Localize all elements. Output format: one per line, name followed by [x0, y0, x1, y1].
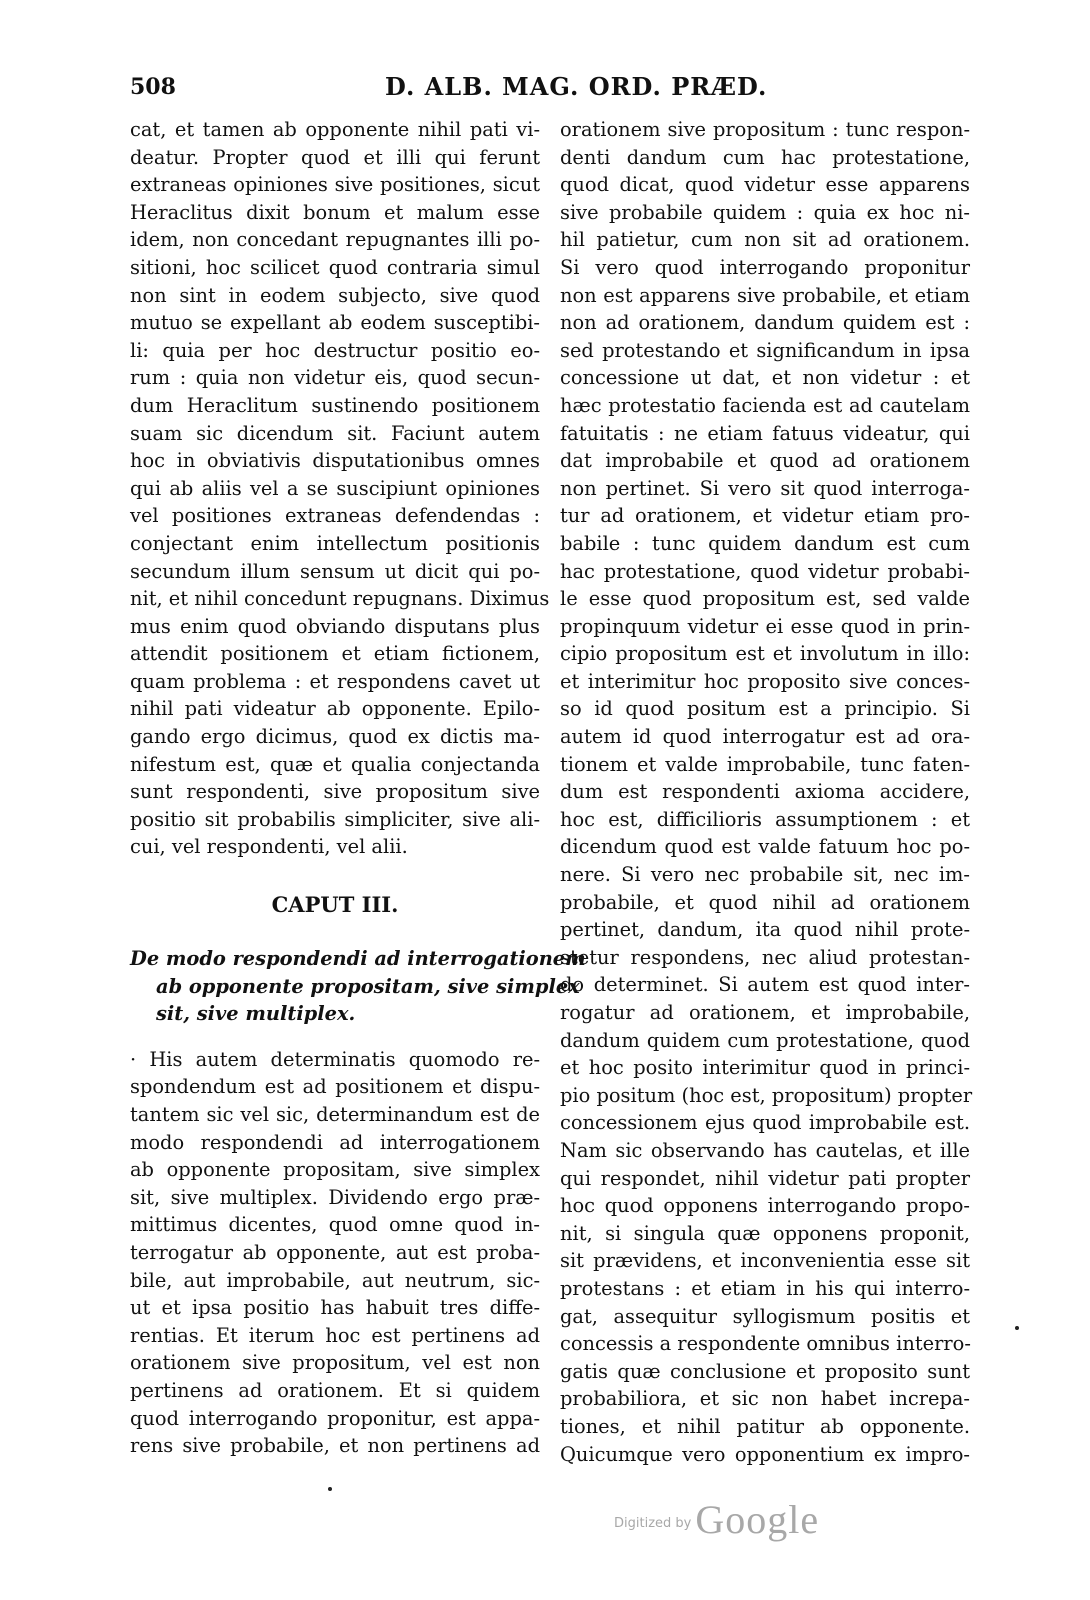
text-line: ut et ipsa positio has habuit tres diffe- — [130, 1296, 540, 1320]
page-number: 508 — [130, 74, 176, 100]
text-line: hoc est, difficilioris assumptionem : et — [560, 807, 970, 831]
text-line: attendit positionem et etiam fictionem, — [130, 642, 540, 666]
text-line: li: quia per hoc destructur positio eo- — [130, 338, 540, 362]
text-line: et interimitur hoc proposito sive conces- — [560, 669, 970, 693]
text-line: sunt respondenti, sive propositum sive — [130, 780, 540, 804]
text-line: le esse quod propositum est, sed valde — [560, 587, 970, 611]
text-line: hac protestatione, quod videtur probabi- — [560, 559, 970, 583]
speck-mark — [328, 1487, 332, 1491]
text-line: pertinet, dandum, ita quod nihil prote- — [560, 918, 970, 942]
text-line: dum est respondenti axioma accidere, — [560, 780, 970, 804]
text-line: spondendum est ad positionem et dispu- — [130, 1075, 540, 1099]
text-line: ab opponente propositam, sive simplex — [156, 974, 580, 998]
text-line: dandum quidem cum protestatione, quod — [560, 1028, 970, 1052]
text-line: modo respondendi ad interrogationem — [130, 1130, 540, 1154]
text-line: denti dandum cum hac protestatione, — [560, 145, 970, 169]
text-line: probabile, et quod nihil ad orationem — [560, 890, 970, 914]
text-line: conjectant enim intellectum positionis — [130, 531, 540, 555]
text-line: autem id quod interrogatur est ad ora- — [560, 725, 970, 749]
text-line: et hoc posito interimitur quod in princi- — [560, 1056, 970, 1080]
right-column-text — [560, 116, 973, 1468]
text-line: rum : quia non videtur eis, quod secun- — [130, 366, 540, 390]
left-column-text-bottom — [130, 1046, 540, 1460]
text-line: gatis quæ conclusione et proposito sunt — [560, 1359, 970, 1383]
text-line: terrogatur ab opponente, aut est proba- — [130, 1240, 540, 1264]
text-line: nifestum est, quæ et qualia conjectanda — [130, 752, 540, 776]
text-line: babile : tunc quidem dandum est cum — [560, 531, 970, 555]
text-line: non sint in eodem subjecto, sive quod — [130, 283, 540, 307]
text-line: quam problema : et respondens cavet ut — [130, 669, 540, 693]
text-line: deatur. Propter quod et illi qui ferunt — [130, 145, 540, 169]
text-line: qui ab aliis vel a se suscipiunt opiniones — [130, 476, 540, 500]
text-line: sit prævidens, et inconvenientia esse sit — [560, 1249, 970, 1273]
text-line: Quicumque vero opponentium ex impro- — [560, 1442, 970, 1466]
text-line: orationem sive propositum, vel est non — [130, 1351, 540, 1375]
text-line: nit, et nihil concedunt repugnans. Diximus — [130, 587, 550, 611]
text-line: do determinet. Si autem est quod inter- — [560, 973, 970, 997]
text-line: nit, si singula quæ opponens proponit, — [560, 1221, 970, 1245]
text-line: nihil pati videatur ab opponente. Epilo- — [130, 697, 540, 721]
text-line: mutuo se expellant ab eodem susceptibi- — [130, 311, 540, 335]
text-line: positio sit probabilis simpliciter, sive ali- — [130, 807, 540, 831]
text-line: mus enim quod obviando disputans plus — [130, 614, 540, 638]
text-line: suam sic dicendum sit. Faciunt autem — [130, 421, 540, 445]
text-line: pio positum (hoc est, propositum) propter — [560, 1083, 973, 1107]
text-line: rens sive probabile, et non pertinens ad — [130, 1434, 540, 1458]
running-title: D. ALB. MAG. ORD. PRÆD. — [385, 72, 768, 101]
text-line: vel positiones extraneas defendendas : — [130, 504, 540, 528]
text-line: tantem sic vel sic, determinandum est de — [130, 1103, 540, 1126]
text-line: quod interrogando proponitur, est appa- — [130, 1406, 540, 1430]
text-line: extraneas opiniones sive positiones, sicut — [130, 173, 540, 197]
right-column — [560, 116, 973, 1468]
text-line: sit, sive multiplex. — [156, 1002, 356, 1026]
digitized-by-google-watermark — [614, 1496, 819, 1543]
text-line: quod dicat, quod videtur esse apparens — [560, 173, 970, 197]
text-line: hil patietur, cum non sit ad orationem. — [560, 228, 970, 252]
text-line: Nam sic observando has cautelas, et ille — [560, 1138, 970, 1162]
text-line: hoc in obviativis disputationibus omnes — [130, 449, 540, 473]
text-line: fatuitatis : ne etiam fatuus videatur, qui — [560, 421, 970, 445]
text-line: sive probabile quidem : quia ex hoc ni- — [560, 200, 970, 224]
text-line: tionem et valde improbabile, tunc faten- — [560, 752, 970, 776]
text-line: hæc protestatio facienda est ad cautelam — [560, 393, 970, 417]
digitized-by-label: Digitized by — [614, 1516, 692, 1531]
text-line: De modo respondendi ad interrogationem — [130, 947, 586, 971]
text-line: Heraclitus dixit bonum et malum esse — [130, 200, 540, 224]
chapter-subtitle — [130, 945, 586, 1028]
text-line: concessione ut dat, et non videtur : et — [560, 366, 970, 390]
text-line: dum Heraclitum sustinendo positionem — [130, 393, 540, 417]
text-line: probabiliora, et sic non habet increpa- — [560, 1387, 970, 1411]
text-line: idem, non concedant repugnantes illi po- — [130, 228, 540, 252]
text-line: tur ad orationem, et videtur etiam pro- — [560, 504, 970, 528]
text-line: concessis a respondente omnibus interro- — [560, 1332, 971, 1356]
left-column — [130, 116, 586, 1460]
text-line: cui, vel respondenti, vel alii. — [130, 835, 408, 859]
text-line: · His autem determinatis quomodo re- — [130, 1047, 540, 1071]
text-line: bile, aut improbabile, aut neutrum, sic- — [130, 1268, 540, 1292]
text-line: hoc quod opponens interrogando propo- — [560, 1194, 970, 1218]
left-column-text-top — [130, 116, 550, 861]
text-line: rogatur ad orationem, et improbabile, — [560, 1001, 970, 1024]
text-line: orationem sive propositum : tunc respon- — [560, 118, 970, 141]
text-line: so id quod positum est a principio. Si — [560, 697, 970, 721]
text-line: sitioni, hoc scilicet quod contraria simul — [130, 255, 540, 279]
text-line: dicendum quod est valde fatuum hoc po- — [560, 835, 970, 859]
text-line: non pertinet. Si vero sit quod interroga- — [560, 476, 970, 500]
text-line: mittimus dicentes, quod omne quod in- — [130, 1213, 540, 1237]
text-line: propinquum videtur ei esse quod in prin- — [560, 614, 970, 638]
text-line: cipio propositum est et involutum in illo: — [560, 642, 970, 666]
text-line: qui respondet, nihil videtur pati propter — [560, 1166, 970, 1190]
text-line: concessionem ejus quod improbabile est. — [560, 1111, 970, 1135]
text-line: protestans : et etiam in his qui interro- — [560, 1276, 970, 1300]
text-line: nere. Si vero nec probabile sit, nec im- — [560, 863, 970, 887]
text-line: pertinens ad orationem. Et si quidem — [130, 1378, 540, 1402]
text-line: secundum illum sensum ut dicit qui po- — [130, 559, 540, 583]
chapter-heading: CAPUT III. — [271, 892, 399, 918]
text-line: non ad orationem, dandum quidem est : — [560, 311, 970, 335]
text-line: gando ergo dicimus, quod ex dictis ma- — [130, 725, 540, 749]
text-line: stetur respondens, nec aliud protestan- — [560, 945, 970, 969]
text-line: gat, assequitur syllogismum positis et — [560, 1304, 970, 1328]
text-line: sit, sive multiplex. Dividendo ergo præ- — [130, 1185, 540, 1209]
text-line: sed protestando et significandum in ipsa — [560, 338, 970, 362]
google-logo-text: Google — [695, 1497, 820, 1542]
text-line: tiones, et nihil patitur ab opponente. — [560, 1414, 970, 1438]
text-line: non est apparens sive probabile, et etiam — [560, 283, 970, 307]
speck-mark — [1015, 1326, 1019, 1330]
text-line: ab opponente propositam, sive simplex — [130, 1158, 540, 1182]
text-line: dat improbabile et quod ad orationem — [560, 449, 970, 473]
text-line: cat, et tamen ab opponente nihil pati vi- — [130, 118, 540, 141]
text-line: rentias. Et iterum hoc est pertinens ad — [130, 1323, 540, 1347]
text-line: Si vero quod interrogando proponitur — [560, 255, 970, 279]
